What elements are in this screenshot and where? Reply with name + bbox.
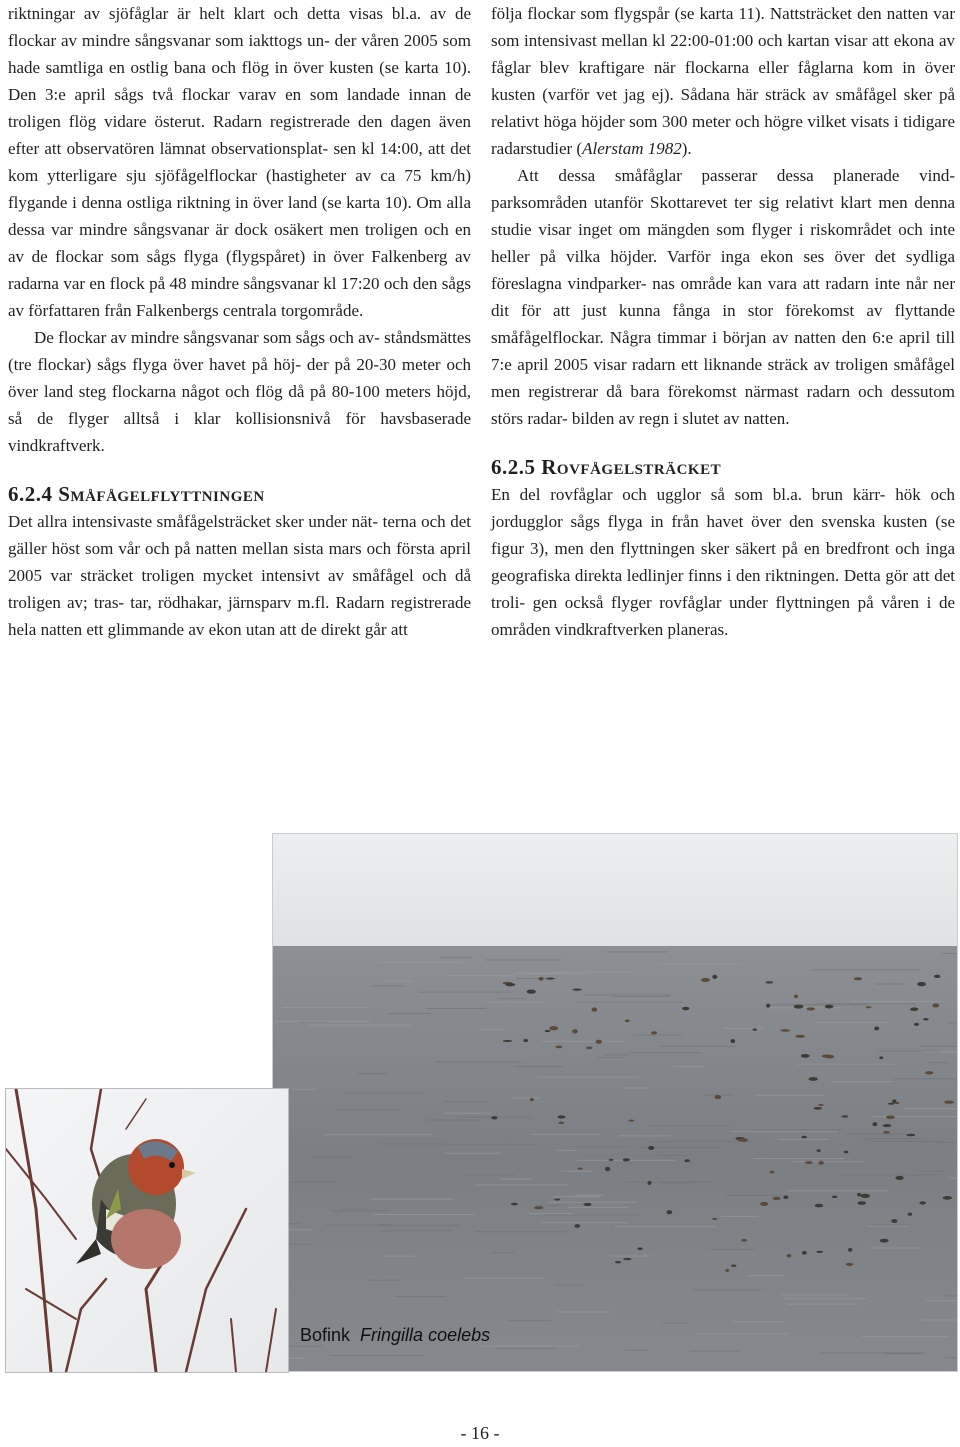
paragraph-windpark-risk: Att dessa småfåglar passerar dessa planerade vind- parksområden utanför Skottarevet ter sig relativt klart men denna studie visar inget om mängden som flyger i riskområdet och inte heller på vilka höjder. Varför inga ekon ses över det sydliga föreslagna vindparker- nas område kan vara att radarn inte når ner dit för att just kunna fånga in stor förekomst av flyttande småfågelflockar. Några timmar i början av natten den 6:e april till 7:e april 2005 visar radarn ett liknande sträck av troligen småfågel men registrerar då bara förekomst närmast radarn och dessutom störs radar- bilden av regn i slutet av natten. — [491, 166, 956, 428]
bird-silhouette — [523, 1039, 528, 1042]
bird-silhouette — [846, 1263, 854, 1266]
bird-silhouette — [712, 1218, 717, 1220]
bird-silhouette — [491, 1116, 497, 1119]
sea-flock-image — [273, 834, 957, 1371]
bird-silhouette — [586, 1046, 593, 1049]
bird-silhouette — [825, 1005, 834, 1009]
bird-silhouette — [917, 982, 926, 986]
bird-silhouette — [934, 975, 941, 978]
bird-silhouette — [841, 1115, 848, 1117]
bird-silhouette — [741, 1239, 746, 1242]
bird-silhouette — [818, 1104, 824, 1106]
bird-silhouette — [848, 1248, 853, 1252]
bird-silhouette — [625, 1019, 630, 1022]
bird-silhouette — [545, 1030, 551, 1032]
bird-silhouette — [546, 978, 555, 980]
sky — [273, 834, 957, 946]
bird-silhouette — [648, 1146, 654, 1150]
bird-silhouette — [637, 1247, 642, 1250]
sea — [273, 946, 957, 1371]
bird-silhouette — [623, 1258, 632, 1260]
bird-silhouette — [801, 1136, 806, 1139]
bird-silhouette — [753, 1028, 757, 1030]
bird-silhouette — [615, 1261, 622, 1263]
bird-silhouette — [647, 1181, 651, 1185]
bird-silhouette — [511, 1203, 518, 1206]
bird-silhouette — [714, 1095, 721, 1099]
bird-silhouette — [891, 1219, 897, 1223]
bird-silhouette — [770, 1171, 775, 1174]
bird-silhouette — [557, 1115, 565, 1118]
bird-silhouette — [605, 1167, 610, 1171]
bird-silhouette — [539, 977, 544, 981]
bird-silhouette — [773, 1197, 781, 1200]
bird-silhouette — [925, 1071, 933, 1074]
bird-silhouette — [530, 1098, 534, 1101]
bird-silhouette — [908, 1213, 912, 1216]
bird-silhouette — [802, 1251, 807, 1255]
bird-silhouette — [701, 978, 710, 982]
bird-silhouette — [857, 1201, 866, 1205]
bird-silhouette — [816, 1251, 823, 1253]
bird-silhouette — [832, 1196, 837, 1198]
bird-silhouette — [505, 983, 515, 986]
bird-silhouette — [574, 1224, 580, 1228]
bird-silhouette — [805, 1161, 813, 1164]
bird-silhouette — [906, 1134, 915, 1137]
bird-silhouette — [892, 1099, 896, 1103]
sea-flock-photo — [272, 833, 958, 1372]
chaffinch-photo — [5, 1088, 289, 1373]
bird-silhouette — [809, 1077, 818, 1081]
bird-silhouette — [628, 1120, 634, 1122]
bird-silhouette — [534, 1206, 544, 1209]
bird-silhouette — [822, 1055, 832, 1058]
bird-silhouette — [783, 1195, 788, 1199]
bird-silhouette — [780, 1029, 790, 1032]
bird-silhouette — [879, 1056, 883, 1059]
bird-silhouette — [886, 1116, 895, 1119]
bird-silhouette — [554, 1199, 560, 1201]
bird-silhouette — [503, 1040, 512, 1042]
bird-silhouette — [815, 1204, 823, 1208]
bird-silhouette — [910, 1007, 918, 1011]
bird-silhouette — [883, 1124, 892, 1127]
left-column — [8, 0, 471, 643]
bird-silhouette — [667, 1210, 673, 1214]
bird-silhouette — [944, 1100, 954, 1103]
bird-silhouette — [818, 1161, 823, 1165]
bird-silhouette — [880, 1239, 889, 1243]
bird-silhouette — [816, 1149, 820, 1152]
paragraph-swan-heights: De flockar av mindre sångsvanar som sågs och av- ståndsmättes (tre flockar) sågs flyga över havet på höj- der på 20-30 meter och över land steg flockarna något och flög då på 80-100 meters höjd, så de flyger alltså i klar kollisionsnivå för havsbaserade vindkraftverk. — [8, 328, 472, 455]
bird-silhouette — [527, 989, 536, 993]
bird-silhouette — [888, 1103, 894, 1105]
bird-silhouette — [682, 1007, 689, 1011]
section-heading-6-2-5: 6.2.5 Rovfågelsträcket — [491, 455, 722, 479]
bird-silhouette — [684, 1159, 690, 1162]
bird-silhouette — [766, 981, 774, 983]
paragraph-night-migration: följa flockar som flygspår (se karta 11). Nattsträcket den natten var som intensivast mellan kl 22:00-01:00 och kartan visar att ekona av fåglar blev kraftigare när flockarna eller fåglarna kom in över kusten (varför vet jag ej). Sådana här sträck av småfågel sker på relativt höga höjder som 300 meter och högre vilket visats i tidigare radarstudier (Alerstam 1982). — [491, 4, 956, 158]
bird-silhouette — [584, 1203, 592, 1206]
bird-silhouette — [766, 1004, 770, 1008]
bird-silhouette — [883, 1131, 890, 1133]
bird-silhouette — [854, 977, 863, 980]
page-number: - 16 - — [460, 1423, 500, 1443]
bird-silhouette — [914, 1023, 919, 1026]
bird-silhouette — [555, 1046, 562, 1049]
bird-silhouette — [866, 1006, 872, 1008]
bird-silhouette — [814, 1107, 822, 1110]
bird-silhouette — [795, 1035, 805, 1038]
bird-silhouette — [577, 1167, 583, 1169]
bird-silhouette — [872, 1122, 877, 1126]
paragraph-swans-radar: riktningar av sjöfåglar är helt klart och detta visas bl.a. av de flockar av mindre sångsvanar som iakttogs un- der våren 2005 som hade samtliga en ostlig bana och flög in över kusten (se karta 10). Den 3:e april sågs två flockar varav en som landade innan de troligen flög vidare österut. Radarn registrerade den dagen även efter att observatören lämnat observationsplat- sen kl 14:00, att det kom ytterligare sju sjöfågelflockar (hastigheter av ca 75 km/h) flygande i denna ostliga riktning in över land (se karta 10). Om alla dessa var mindre sångsvanar är dock osäkert men troligen och en av de flockar som sågs flyga (flygspåret) in över Falkenberg av radarna var en flock på 48 mindre sångsvanar kl 17:20 och den sågs av författaren från Falkenbergs centrala torgområde. — [8, 4, 472, 320]
chaffinch-image — [6, 1089, 288, 1372]
bird-silhouette — [623, 1158, 630, 1161]
bird-silhouette — [731, 1039, 736, 1043]
bird-silhouette — [794, 1005, 804, 1009]
bird-silhouette — [801, 1054, 810, 1058]
section-heading-6-2-4: 6.2.4 Småfågelflyttningen — [8, 482, 265, 506]
bird-silhouette — [731, 1265, 737, 1267]
bird-silhouette — [919, 1201, 925, 1204]
bird-silhouette — [844, 1151, 849, 1154]
bird-silhouette — [857, 1193, 861, 1197]
bird-silhouette — [895, 1176, 903, 1180]
bird-silhouette — [549, 1026, 558, 1030]
bird-silhouette — [738, 1138, 748, 1142]
bird-silhouette — [651, 1031, 657, 1034]
bird-silhouette — [592, 1007, 598, 1011]
paragraph-raptor-migration: En del rovfåglar och ugglor så som bl.a. brun kärr- hök och jordugglor sågs flyga in från havet över den svenska kusten (se figur 3), men den flyttningen sker säkert på en bredfront och inga geografiska direkta ledlinjer finns i den riktningen. Detta gör att det troli- gen också flyger rovfåglar under flyttningen på våren i de områden vindkraftverken planeras. — [491, 485, 956, 639]
right-column — [491, 0, 955, 643]
bird-silhouette — [932, 1003, 939, 1007]
bird-silhouette — [806, 1007, 814, 1010]
paragraph-smallbird-migration: Det allra intensivaste småfågelsträcket sker under nät- terna och det gäller höst som vår och på natten mellan sista mars och första april 2005 var sträcket troligen mycket intensivt av småfågel och då troligen av; tras- tar, rödhakar, järnsparv m.fl. Radarn registrerade hela natten ett glimmande av ekon utan att de direkt går att — [8, 512, 471, 639]
bird-silhouette — [874, 1027, 879, 1031]
citation-alerstam: Alerstam 1982 — [582, 139, 682, 158]
bird-silhouette — [760, 1202, 768, 1206]
bird-silhouette — [787, 1254, 792, 1258]
bird-silhouette — [923, 1018, 929, 1020]
bird-silhouette — [572, 988, 581, 990]
bird-silhouette — [860, 1194, 870, 1198]
bird-silhouette — [572, 1029, 578, 1033]
bird-silhouette — [943, 1196, 952, 1200]
bird-silhouette — [725, 1269, 729, 1272]
bird-silhouette — [596, 1040, 603, 1044]
photo-caption: Bofink Fringilla coelebs — [300, 1325, 491, 1345]
bird-silhouette — [609, 1159, 614, 1161]
bird-silhouette — [558, 1122, 564, 1124]
bird-silhouette — [794, 995, 798, 998]
bird-silhouette — [712, 975, 717, 979]
